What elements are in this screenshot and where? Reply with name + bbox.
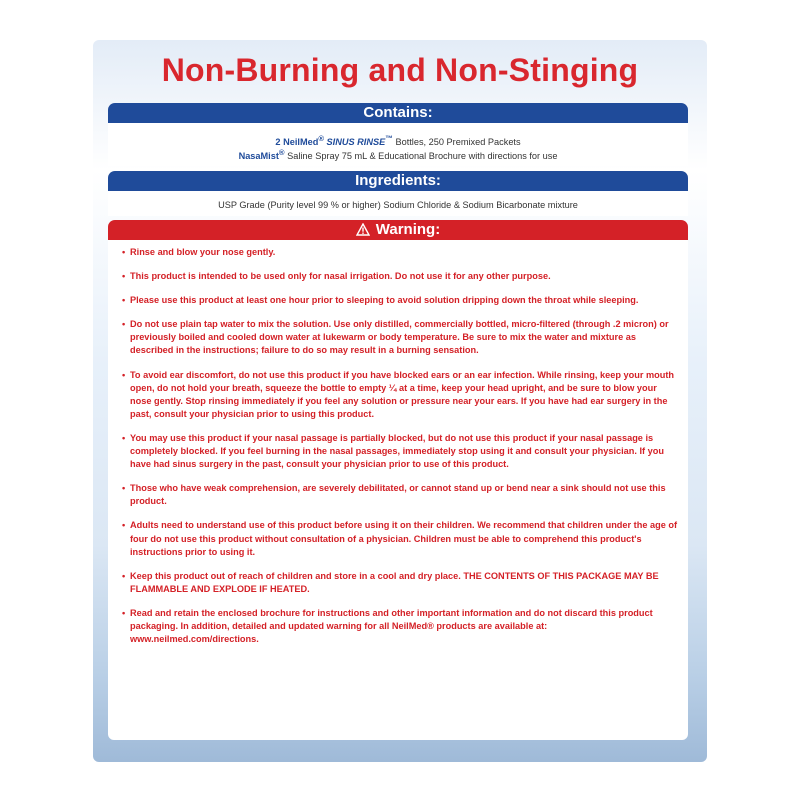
warning-header-bar [108, 220, 688, 240]
warning-item-nasal-blockage: • You may use this product if your nasal passage is partially blocked, but do not use this product if your nasal passage is completely blocked. If you feel burning in the nasal passages, immediately stop using it and consult your physician. If you have had sinus surgery in the past, consult your physician prior to use of this product. [122, 432, 678, 471]
ingredients-text: USP Grade (Purity level 99 % or higher) Sodium Chloride & Sodium Bicarbonate mixture [218, 200, 578, 210]
page-title: Non-Burning and Non-Stinging [161, 52, 639, 88]
warning-list [122, 246, 678, 646]
registered-mark: ® [318, 134, 324, 143]
warning-triangle-icon [356, 223, 370, 236]
neilmed-brand: NeilMed [283, 137, 319, 148]
warning-item-rinse-gently: • Rinse and blow your nose gently. [122, 246, 678, 259]
contains-line-2-rest: Saline Spray 75 mL & Educational Brochure with directions for use [284, 151, 558, 162]
warning-box [108, 240, 688, 740]
contains-header-bar [108, 103, 688, 123]
bottle-count: 2 [275, 137, 284, 148]
warning-item-weak-comprehension: • Those who have weak comprehension, are severely debilitated, or cannot stand up or bend near a sink should not use this product. [122, 482, 678, 508]
contains-box [108, 123, 688, 166]
warning-item-children: • Adults need to understand use of this product before using it on their children. We recommend that children under the age of four do not use this product without consultation of a physician. Children must be able to comprehend this product's instructions prior to using it. [122, 519, 678, 558]
sinus-rinse-product: SINUS RINSE [323, 137, 386, 148]
warning-item-water-type: • Do not use plain tap water to mix the solution. Use only distilled, commercially bottled, micro-filtered (through .2 micron) or previously boiled and cooled down water at lukewarm or body temperature. Be sure to mix the water and mixture as described in the instructions; failure to do so may result in a burning sensation. [122, 318, 678, 357]
contains-header: Contains: [363, 104, 433, 121]
ingredients-header-bar [108, 171, 688, 191]
warning-item-storage: • Keep this product out of reach of children and store in a cool and dry place. THE CONTENTS OF THIS PACKAGE MAY BE FLAMMABLE AND EXPLODE IF HEATED. [122, 570, 678, 596]
warning-item-ear-discomfort: • To avoid ear discomfort, do not use this product if you have blocked ears or an ear infection. While rinsing, keep your mouth open, do not hold your breath, squeeze the bottle to empty ¼ at a time, keep your head upright, and be sure to blow your nose gently. Stop rinsing immediately if you feel any solution or pressure near your ears. If you have had ear surgery in the past, consult your physician prior to using this product. [122, 369, 678, 421]
nasamist-brand: NasaMist [238, 151, 279, 162]
warning-item-nasal-irrigation-only: • This product is intended to be used only for nasal irrigation. Do not use it for any other purpose. [122, 270, 678, 283]
contains-line-1 [108, 134, 688, 147]
warning-header: Warning: [375, 221, 441, 238]
registered-mark-2: ® [278, 148, 285, 157]
contains-line-1-rest: Bottles, 250 Premixed Packets [392, 137, 521, 148]
ingredients-header: Ingredients: [355, 172, 441, 189]
trademark-mark: ™ [385, 134, 393, 143]
ingredients-box [108, 191, 688, 216]
contains-line-2 [108, 148, 688, 161]
warning-item-before-sleeping: • Please use this product at least one hour prior to sleeping to avoid solution dripping down the throat while sleeping. [122, 294, 678, 307]
warning-item-retain-brochure: • Read and retain the enclosed brochure for instructions and other important information and do not discard this product packaging. In addition, detailed and updated warning for all NeilMed® products are available at: www.neilmed.com/directions. [122, 607, 678, 646]
